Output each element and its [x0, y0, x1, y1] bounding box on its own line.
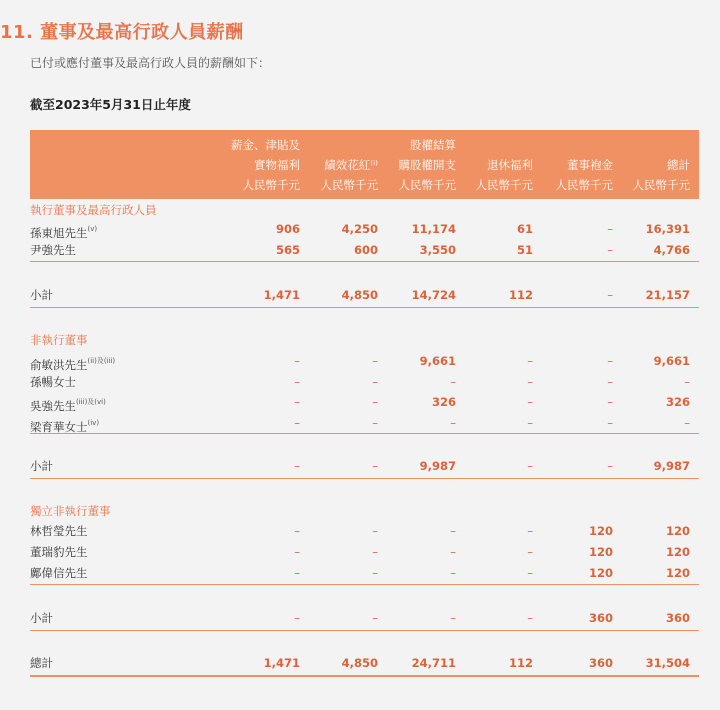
table-header	[30, 130, 699, 199]
cell-value: –	[607, 288, 613, 302]
cell-value: 61	[516, 222, 533, 236]
table-row	[30, 413, 699, 433]
divider	[30, 630, 699, 631]
cell-value: –	[450, 566, 456, 580]
column-header-line: 人民幣千元	[398, 178, 456, 192]
cell-value: 16,391	[645, 222, 690, 236]
cell-value: 120	[588, 545, 613, 559]
row-label	[30, 608, 53, 628]
cell-value: –	[527, 459, 533, 473]
cell-value: –	[294, 566, 300, 580]
cell-value: 906	[275, 222, 300, 236]
row-label-text: 孫暢女士	[30, 374, 76, 389]
cell-value: 120	[588, 566, 613, 580]
intro-text: 已付或應付董事及最高行政人員的薪酬如下：	[30, 56, 271, 70]
row-label	[30, 563, 88, 583]
table-row	[30, 219, 699, 239]
cell-value: –	[527, 566, 533, 580]
row-label-text: 鄺偉信先生	[30, 566, 88, 580]
cell-value: 120	[665, 545, 690, 559]
column-header-line: 購股權開支	[398, 158, 456, 172]
table-row	[30, 392, 699, 412]
cell-value: –	[527, 611, 533, 625]
grand-total-row	[30, 653, 699, 673]
column-header-line: 人民幣千元	[632, 178, 690, 192]
cell-value: –	[294, 611, 300, 625]
cell-value: 3,550	[419, 243, 456, 257]
row-label	[30, 521, 88, 541]
column-header-line: 人民幣千元	[555, 178, 613, 192]
cell-value: –	[294, 354, 300, 368]
cell-value: 360	[588, 611, 613, 625]
table-row	[30, 240, 699, 260]
cell-value: 21,157	[645, 288, 690, 302]
cell-value: 9,661	[653, 354, 690, 368]
cell-value: –	[372, 415, 378, 430]
row-label	[30, 285, 53, 305]
table-row	[30, 521, 699, 541]
column-header-line: 實物福利	[254, 158, 300, 172]
cell-value: –	[527, 524, 533, 538]
cell-value: –	[527, 415, 533, 430]
row-label	[30, 240, 76, 260]
footnote-marker: (iii)及(vi)	[76, 398, 106, 406]
cell-value: 4,850	[341, 656, 378, 670]
cell-value: 120	[665, 566, 690, 580]
row-label-text: 小計	[30, 459, 53, 473]
cell-value: 1,471	[263, 656, 300, 670]
column-header-line: 薪金、津貼及	[231, 138, 300, 152]
cell-value: –	[372, 545, 378, 559]
divider	[30, 307, 699, 308]
cell-value: 24,711	[411, 656, 456, 670]
row-label-text: 林哲瑩先生	[30, 524, 88, 538]
row-label	[30, 372, 76, 392]
cell-value: –	[372, 566, 378, 580]
cell-value: –	[607, 354, 613, 368]
row-label-text: 俞敏洪先生	[30, 358, 88, 372]
cell-value: –	[607, 222, 613, 236]
cell-value: –	[527, 374, 533, 389]
cell-value: –	[294, 545, 300, 559]
cell-value: –	[450, 415, 456, 430]
cell-value: 9,987	[653, 459, 690, 473]
column-header-line: 股權結算	[410, 138, 456, 152]
column-header-line	[288, 135, 378, 155]
divider	[30, 261, 699, 262]
table-row	[30, 563, 699, 583]
column-header-4	[443, 135, 533, 195]
row-label	[30, 456, 53, 476]
cell-value: 9,987	[419, 459, 456, 473]
cell-value: 9,661	[419, 354, 456, 368]
column-header-line: 績效花紅⁽ⁱ⁾	[324, 158, 378, 172]
cell-value: 600	[353, 243, 378, 257]
divider	[30, 584, 699, 585]
cell-value: 120	[665, 524, 690, 538]
cell-value: 14,724	[411, 288, 456, 302]
subtotal-row	[30, 456, 699, 476]
cell-value: –	[450, 374, 456, 389]
column-header-6	[600, 135, 690, 195]
column-header-line: 總計	[667, 158, 690, 172]
cell-value: –	[294, 395, 300, 409]
cell-value: 112	[508, 288, 533, 302]
cell-value: –	[372, 374, 378, 389]
cell-value: –	[684, 415, 690, 430]
row-label-text: 吳強先生	[30, 399, 76, 413]
row-label	[30, 542, 88, 562]
cell-value: 31,504	[645, 656, 690, 670]
column-header-line: 人民幣千元	[475, 178, 533, 192]
cell-value: 326	[431, 395, 456, 409]
cell-value: –	[684, 374, 690, 389]
cell-value: –	[527, 354, 533, 368]
cell-value: –	[372, 524, 378, 538]
cell-value: –	[607, 415, 613, 430]
cell-value: –	[527, 395, 533, 409]
subtotal-row	[30, 608, 699, 628]
cell-value: 4,250	[341, 222, 378, 236]
row-label-text: 總計	[30, 656, 53, 670]
cell-value: –	[372, 354, 378, 368]
cell-value: 565	[275, 243, 300, 257]
cell-value: 51	[516, 243, 533, 257]
column-header-1	[210, 135, 300, 195]
cell-value: –	[372, 395, 378, 409]
cell-value: –	[607, 459, 613, 473]
cell-value: –	[294, 415, 300, 430]
cell-value: –	[372, 611, 378, 625]
row-label-text: 小計	[30, 611, 53, 625]
cell-value: –	[294, 459, 300, 473]
row-label	[30, 653, 53, 673]
column-header-line: 董事袍金	[567, 158, 613, 172]
row-label-text: 梁育華女士	[30, 419, 88, 434]
cell-value: 360	[665, 611, 690, 625]
section-title: 11. 董事及最高行政人員薪酬	[0, 22, 244, 43]
column-header-line: 人民幣千元	[320, 178, 378, 192]
column-header-line	[443, 135, 533, 155]
cell-value: –	[294, 374, 300, 389]
cell-value: 11,174	[411, 222, 456, 236]
cell-value: 120	[588, 524, 613, 538]
row-label-text: 小計	[30, 288, 53, 302]
cell-value: –	[527, 545, 533, 559]
footnote-marker: (iv)	[87, 418, 100, 427]
remuneration-table	[30, 130, 699, 670]
subtotal-row	[30, 285, 699, 305]
section-heading: 獨立非執行董事	[30, 504, 111, 518]
column-header-2	[288, 135, 378, 195]
cell-value: 112	[508, 656, 533, 670]
cell-value: –	[450, 545, 456, 559]
table-row	[30, 351, 699, 371]
table-row	[30, 372, 699, 392]
cell-value: –	[450, 611, 456, 625]
section-heading: 非執行董事	[30, 333, 88, 347]
divider	[30, 433, 699, 434]
cell-value: –	[294, 524, 300, 538]
cell-value: –	[607, 374, 613, 389]
footnote-marker: (v)	[87, 225, 98, 233]
cell-value: 4,766	[653, 243, 690, 257]
footnote-marker: (ii)及(iii)	[87, 357, 116, 365]
section-heading: 執行董事及最高行政人員	[30, 203, 157, 217]
column-header-line: 人民幣千元	[242, 178, 300, 192]
cell-value: 1,471	[263, 288, 300, 302]
cell-value: –	[607, 395, 613, 409]
column-header-line	[600, 135, 690, 155]
row-label-text: 孫東旭先生	[30, 226, 88, 240]
cell-value: 326	[665, 395, 690, 409]
table-row	[30, 542, 699, 562]
divider	[30, 675, 699, 677]
cell-value: –	[372, 459, 378, 473]
cell-value: –	[607, 243, 613, 257]
cell-value: –	[450, 524, 456, 538]
cell-value: 4,850	[341, 288, 378, 302]
row-label-text: 尹強先生	[30, 243, 76, 257]
column-header-line: 退休福利	[487, 158, 533, 172]
date-heading: 截至2023年5月31日止年度	[30, 97, 191, 112]
cell-value: 360	[588, 656, 613, 670]
row-label-text: 董瑞豹先生	[30, 545, 88, 559]
divider	[30, 478, 699, 479]
